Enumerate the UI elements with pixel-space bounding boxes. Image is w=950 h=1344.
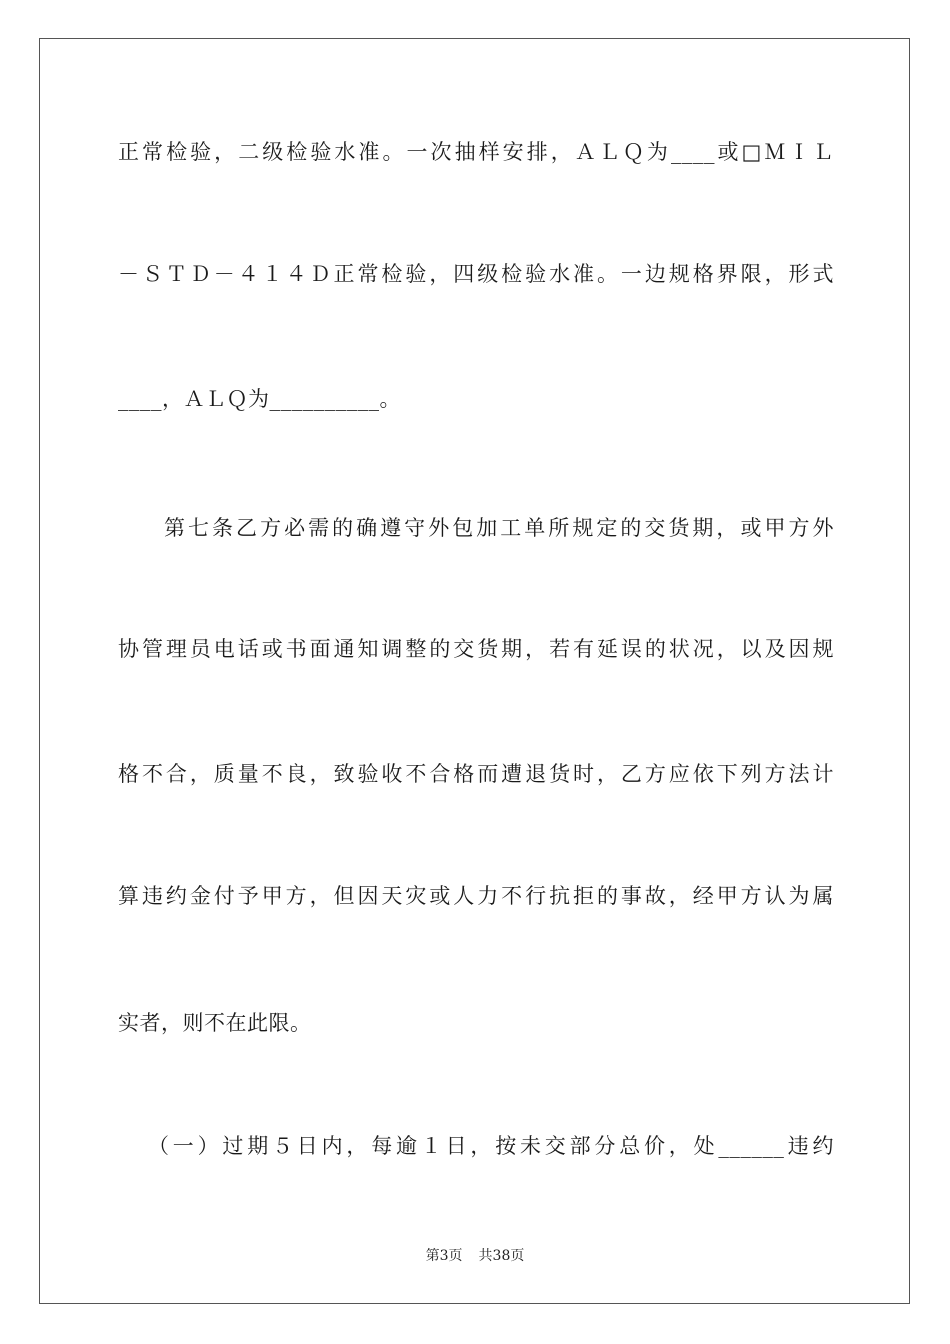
paragraph-line: 算违约金付予甲方，但因天灾或人力不行抗拒的事故，经甲方认为属 [118,884,834,908]
paragraph-line: －ＳＴＤ－４１４Ｄ正常检验，四级检验水准。一边规格界限，形式 [118,262,834,286]
paragraph-line: 正常检验，二级检验水准。一次抽样安排，ＡＬＱ为____或□ＭＩＬ [118,140,834,164]
paragraph-line: （一）过期５日内，每逾１日，按未交部分总价，处______违约 [148,1134,834,1158]
page-number-total: 共38页 [478,1248,525,1264]
paragraph-line: ____，ＡＬＱ为__________。 [118,387,401,411]
paragraph-line: 格不合，质量不良，致验收不合格而遭退货时，乙方应依下列方法计 [118,762,834,786]
page-border [39,38,910,1304]
paragraph-line: 实者，则不在此限。 [118,1011,312,1035]
page-number-current: 第3页 [425,1248,463,1264]
page-footer [0,1246,950,1266]
paragraph-line: 协管理员电话或书面通知调整的交货期，若有延误的状况，以及因规 [118,637,834,661]
paragraph-line: 第七条乙方必需的确遵守外包加工单所规定的交货期，或甲方外 [164,516,834,540]
